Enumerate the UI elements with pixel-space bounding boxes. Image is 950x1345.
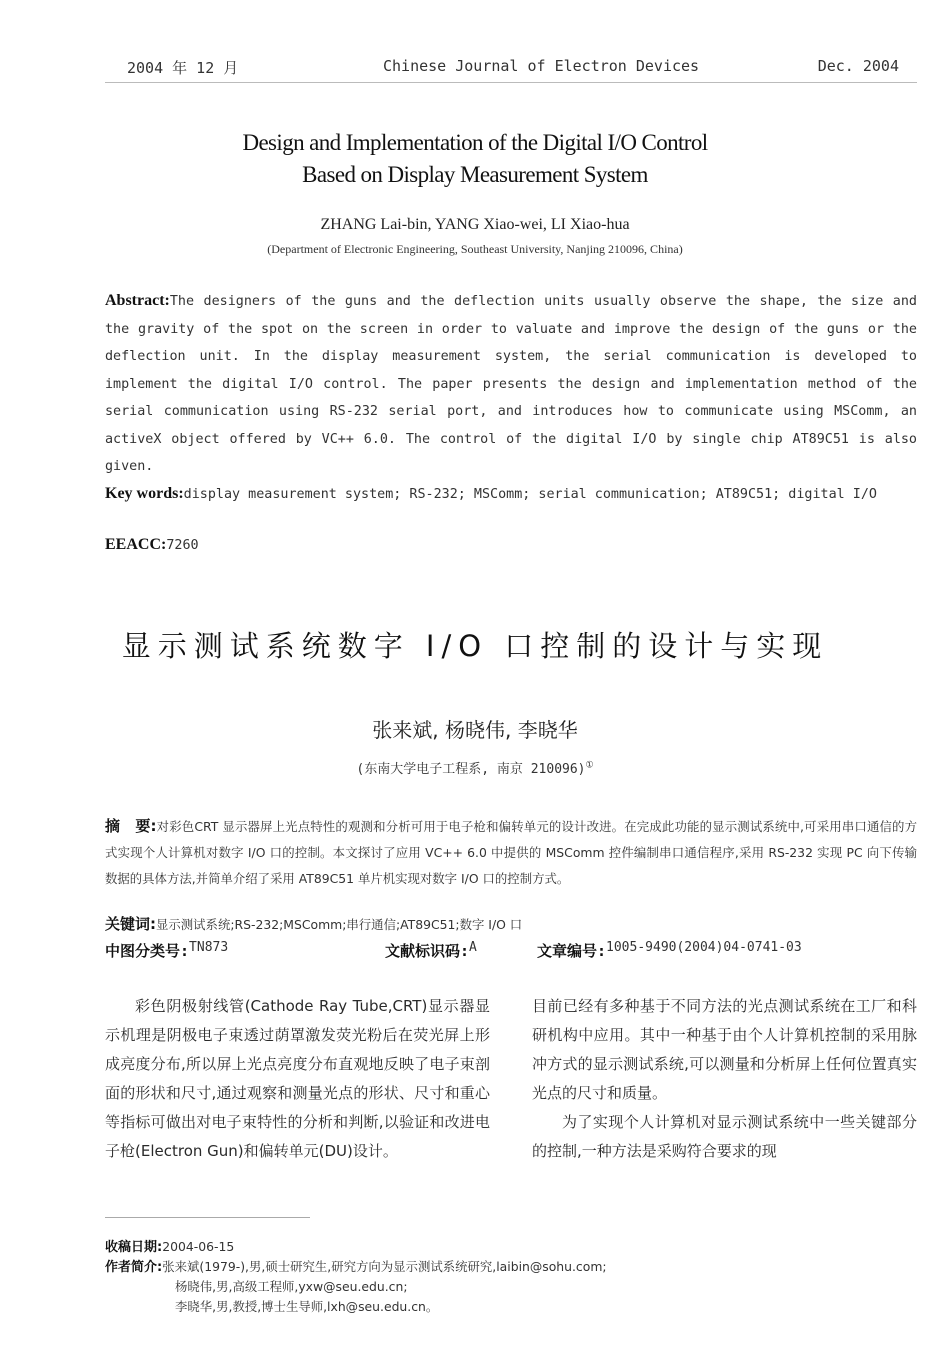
cn-title: 显示测试系统数字 I/O 口控制的设计与实现 bbox=[121, 629, 829, 663]
en-keywords bbox=[105, 480, 917, 508]
author-bio-1 bbox=[105, 1257, 917, 1277]
en-keywords-text: display measurement system; RS-232; MSComm; serial communication; AT89C51; digital I/O bbox=[183, 487, 877, 502]
author-bio-2: 杨晓伟,男,高级工程师,yxw@seu.edu.cn; bbox=[175, 1279, 408, 1294]
en-title-line1: Design and Implementation of the Digital I/O Control bbox=[242, 130, 708, 155]
en-abstract-text: The designers of the guns and the deflection units usually observe the shape, the size and the gravity of the spot on the screen in order to valuate and improve the design of the guns or the deflection unit. In the display measurement system, the serial communication is developed to implement the digital I/O control. The paper presents the design and implementation method of the serial communication using RS-232 serial port, and introduces how to communicate using MSComm, an activeX object offered by VC++ 6.0. The control of the digital I/O by single chip AT89C51 is also given. bbox=[105, 294, 917, 474]
author-bio-3: 李晓华,男,教授,博士生导师,lxh@seu.edu.cn。 bbox=[175, 1299, 439, 1314]
en-title-line2: Based on Display Measurement System bbox=[302, 162, 648, 187]
cls-value: TN873 bbox=[189, 940, 229, 955]
article-number bbox=[537, 940, 802, 961]
header-date-cn: 2004 年 12 月 bbox=[127, 59, 239, 77]
cn-abstract bbox=[105, 813, 917, 892]
classification-row bbox=[105, 940, 917, 964]
header-rule bbox=[105, 82, 917, 83]
cn-keywords bbox=[105, 913, 917, 934]
footnote-rule bbox=[105, 1217, 310, 1218]
en-affiliation: (Department of Electronic Engineering, Southeast University, Nanjing 210096, China) bbox=[267, 242, 683, 256]
header-date-en: Dec. 2004 bbox=[817, 57, 899, 75]
en-eeacc-label: EEACC: bbox=[105, 536, 167, 553]
header-journal: Chinese Journal of Electron Devices bbox=[383, 57, 700, 75]
cn-keywords-label: 关键词: bbox=[105, 915, 156, 933]
en-abstract-label: Abstract: bbox=[105, 292, 170, 309]
body-column-right bbox=[532, 992, 917, 1166]
running-header bbox=[105, 57, 917, 81]
cn-affiliation bbox=[60, 758, 890, 777]
cls-number bbox=[105, 940, 229, 961]
cn-affiliation-text: (东南大学电子工程系, 南京 210096) bbox=[356, 762, 586, 777]
authors-label: 作者简介: bbox=[105, 1260, 163, 1275]
en-eeacc bbox=[105, 536, 199, 554]
doc-id-value: A bbox=[469, 940, 477, 955]
received-value: 2004-06-15 bbox=[162, 1239, 235, 1254]
article-no-label: 文章编号: bbox=[537, 942, 607, 960]
body-paragraph: 彩色阴极射线管(Cathode Ray Tube,CRT)显示器显示机理是阴极电子束透过荫罩激发荧光粉后在荧光屏上形成亮度分布,所以屏上光点亮度分布直观地反映了电子束剖面的形状和尺寸,通过观察和测量光点的形状、尺寸和重心等指标可做出对电子束特性的分析和判断,以验证和改进电子枪(Electron Gun)和偏转单元(DU)设计。 bbox=[105, 997, 490, 1160]
cls-label: 中图分类号: bbox=[105, 942, 190, 960]
author1-text: 张来斌(1979-),男,硕士研究生,研究方向为显示测试系统研究,laibin@sohu.com; bbox=[162, 1259, 607, 1274]
en-authors: ZHANG Lai-bin, YANG Xiao-wei, LI Xiao-hua bbox=[320, 216, 630, 233]
cn-abstract-text: 对彩色CRT 显示器屏上光点特性的观测和分析可用于电子枪和偏转单元的设计改进。在完成此功能的显示测试系统中,可采用串口通信的方式实现个人计算机对数字 I/O 口的控制。本文探讨了应用 VC++ 6.0 中提供的 MSComm 控件编制串口通信程序,采用 RS-232 实现 PC 向下传输数据的具体方法,并简单介绍了采用 AT89C51 单片机实现对数字 I/O 口的控制方式。 bbox=[105, 819, 918, 886]
doc-id bbox=[385, 940, 477, 961]
article-no-value: 1005-9490(2004)04-0741-03 bbox=[606, 940, 802, 955]
received-date bbox=[105, 1237, 917, 1257]
en-abstract bbox=[105, 287, 917, 481]
footnote-mark: ① bbox=[585, 760, 594, 771]
doc-id-label: 文献标识码: bbox=[385, 942, 470, 960]
body-paragraph: 目前已经有多种基于不同方法的光点测试系统在工厂和科研机构中应用。其中一种基于由个人计算机控制的采用脉冲方式的显示测试系统,可以测量和分析屏上任何位置真实光点的尺寸和质量。 bbox=[532, 997, 917, 1102]
en-eeacc-value: 7260 bbox=[166, 538, 199, 553]
en-keywords-label: Key words: bbox=[105, 485, 184, 502]
cn-authors: 张来斌, 杨晓伟, 李晓华 bbox=[372, 718, 578, 742]
body-paragraph: 为了实现个人计算机对显示测试系统中一些关键部分的控制,一种方法是采购符合要求的现 bbox=[532, 1113, 917, 1160]
body-column-left bbox=[105, 992, 490, 1166]
cn-keywords-text: 显示测试系统;RS-232;MSComm;串行通信;AT89C51;数字 I/O 口 bbox=[156, 917, 523, 932]
received-label: 收稿日期: bbox=[105, 1240, 163, 1255]
cn-abstract-label: 摘 要: bbox=[105, 817, 157, 835]
footnotes bbox=[105, 1237, 917, 1317]
